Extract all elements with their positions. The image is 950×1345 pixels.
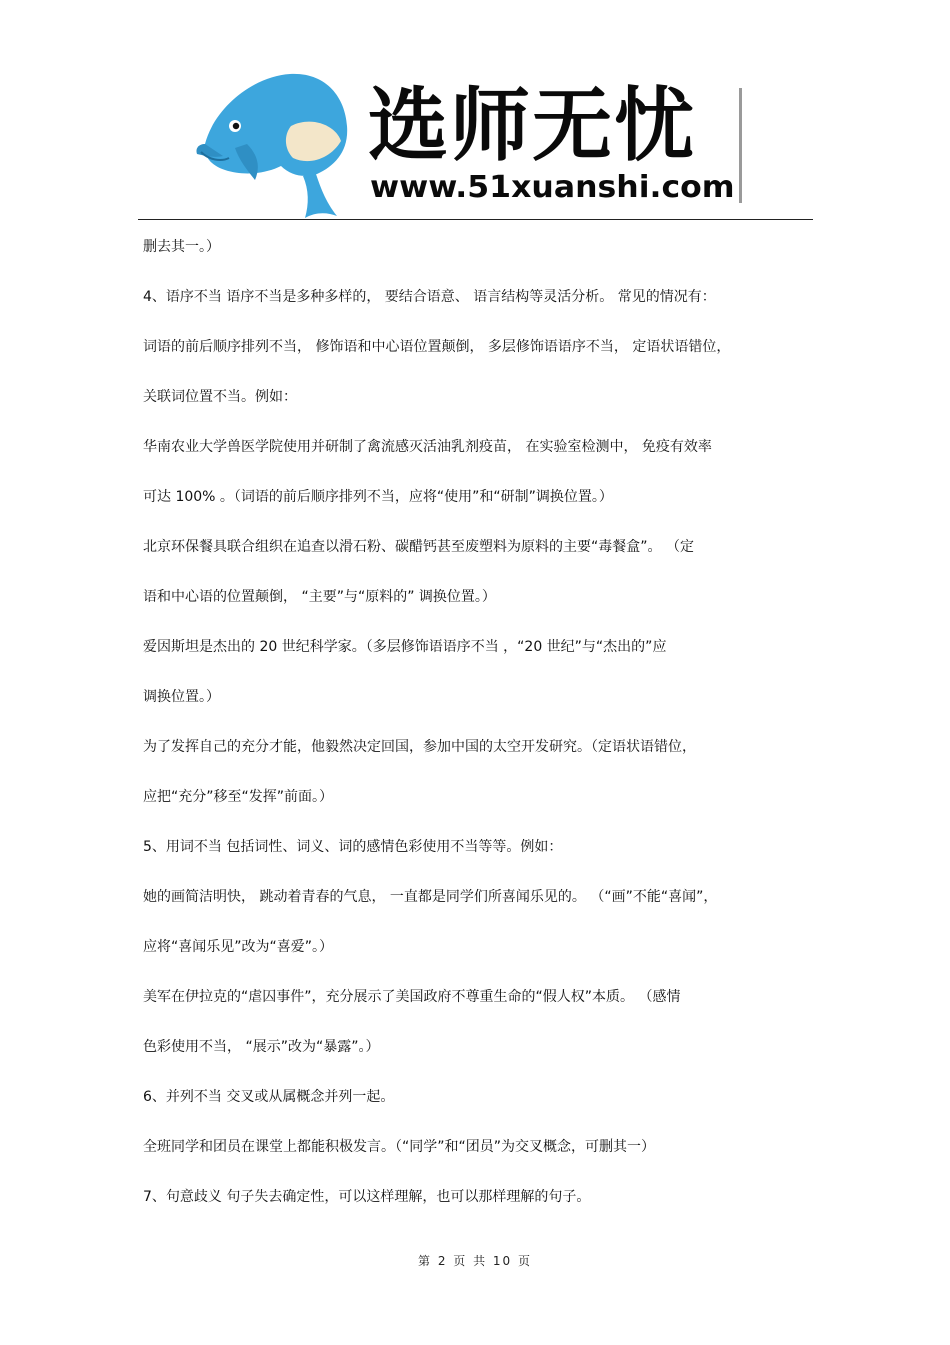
text-line: 应把“充分”移至“发挥”前面。） (143, 789, 334, 805)
brand-url: www.51xuanshi.com (370, 170, 735, 205)
text-line: 她的画简洁明快， 跳动着青春的气息， 一直都是同学们所喜闻乐见的。 （“画”不能“喜闻”， (143, 889, 718, 905)
text-line: 7、句意歧义 句子失去确定性，可以这样理解，也可以那样理解的句子。 (143, 1189, 591, 1205)
text-line: 词语的前后顺序排列不当， 修饰语和中心语位置颠倒， 多层修饰语语序不当， 定语状语错位， (143, 339, 731, 355)
text-line: 华南农业大学兽医学院使用并研制了禽流感灭活油乳剂疫苗， 在实验室检测中， 免疫有效率 (143, 439, 712, 455)
page-number: 第 2 页 共 10 页 (418, 1254, 532, 1268)
page-header (0, 0, 950, 224)
text-line: 为了发挥自己的充分才能，他毅然决定回国，参加中国的太空开发研究。（定语状语错位， (143, 739, 696, 755)
text-line: 全班同学和团员在课堂上都能积极发言。（“同学”和“团员”为交叉概念，可删其一） (143, 1139, 656, 1155)
header-rule (138, 219, 813, 220)
text-line: 5、用词不当 包括词性、词义、词的感情色彩使用不当等等。例如： (143, 839, 563, 855)
dolphin-logo-icon (195, 66, 355, 221)
text-line: 关联词位置不当。例如： (143, 389, 297, 405)
text-line: 删去其一。） (143, 239, 220, 255)
text-line: 6、并列不当 交叉或从属概念并列一起。 (143, 1089, 395, 1105)
text-line: 美军在伊拉克的“虐囚事件”，充分展示了美国政府不尊重生命的“假人权”本质。 （感情 (143, 989, 681, 1005)
brand-divider (739, 88, 742, 203)
text-line: 调换位置。） (143, 689, 220, 705)
text-line: 北京环保餐具联合组织在追查以滑石粉、碳醋钙甚至废塑料为原料的主要“毒餐盒”。 （定 (143, 539, 694, 555)
text-line: 色彩使用不当， “展示”改为“暴露”。） (143, 1039, 380, 1055)
text-line: 4、语序不当 语序不当是多种多样的， 要结合语意、 语言结构等灵活分析。 常见的情况有： (143, 289, 716, 305)
text-line: 语和中心语的位置颠倒， “主要”与“原料的” 调换位置。） (143, 589, 496, 605)
text-line: 可达 100% 。（词语的前后顺序排列不当，应将“使用”和“研制”调换位置。） (143, 489, 613, 505)
text-line: 爱因斯坦是杰出的 20 世纪科学家。（多层修饰语语序不当 ，“20 世纪”与“杰出的”应 (143, 639, 667, 655)
brand-name: 选师无忧 (368, 79, 696, 172)
text-line: 应将“喜闻乐见”改为“喜爱”。） (143, 939, 334, 955)
